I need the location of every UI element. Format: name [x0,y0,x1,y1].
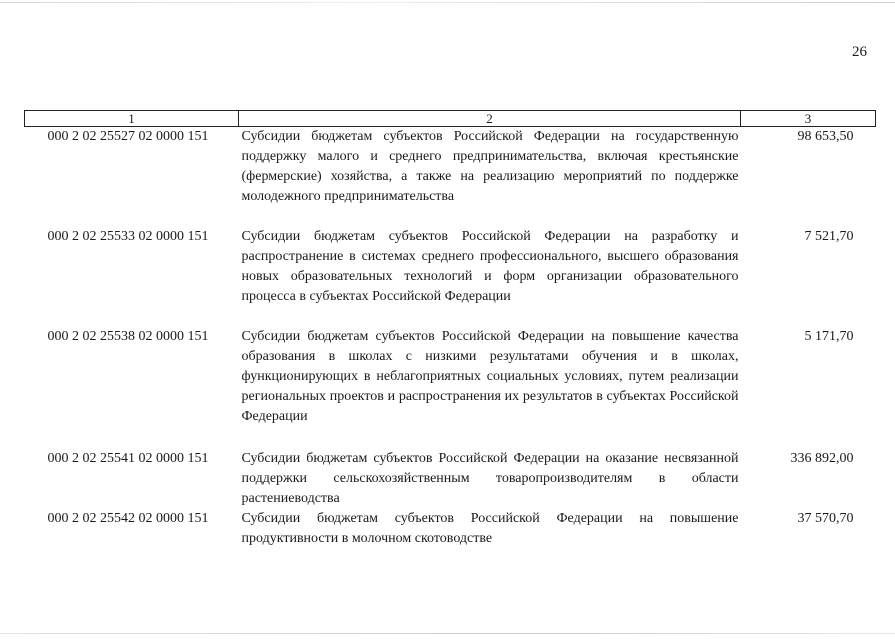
budget-description: Субсидии бюджетам субъектов Российской Федерации на государственную поддержку малого и среднего предпринимательства, включая крестьянские (фермерские) хозяйства, а также на реализацию мероприятий по поддержке молодежного предпринимательства [241,129,739,204]
budget-description: Субсидии бюджетам субъектов Российской Федерации на оказание несвязанной поддержки сельскохозяйственным товаропроизводителям в области растениеводства [241,451,739,506]
budget-amount: 5 171,70 [804,329,854,344]
budget-amount: 98 653,50 [797,129,854,144]
budget-amount: 336 892,00 [790,451,854,466]
table-row [25,227,876,327]
scan-edge-top [0,2,895,3]
table-row [25,127,876,228]
budget-code: 000 2 02 25538 02 0000 151 [47,329,209,344]
column-header-2: 2 [239,111,741,127]
budget-code: 000 2 02 25533 02 0000 151 [47,229,209,244]
budget-description: Субсидии бюджетам субъектов Российской Федерации на повышение качества образования в школах с низкими результатами обучения и в школах, функционирующих в неблагоприятных социальных условиях, путем реализации региональных проектов и распространения их результатов в субъектах Российской Федерации [241,329,739,424]
column-header-1: 1 [25,111,239,127]
table-row [25,509,876,549]
budget-description: Субсидии бюджетам субъектов Российской Федерации на повышение продуктивности в молочном скотоводстве [241,511,739,546]
budget-table [24,110,876,549]
page-number: 26 [852,44,867,60]
table-row [25,449,876,509]
budget-code: 000 2 02 25527 02 0000 151 [47,129,209,144]
table-header [25,111,876,127]
header-row [25,111,876,127]
table-body [25,127,876,550]
budget-description: Субсидии бюджетам субъектов Российской Федерации на разработку и распространение в системах среднего профессионального, высшего образования новых образовательных технологий и форм организации образовательного процесса в субъектах Российской Федерации [241,229,739,304]
scan-edge-bottom [0,633,895,634]
budget-amount: 37 570,70 [797,511,854,526]
budget-amount: 7 521,70 [804,229,854,244]
column-header-3: 3 [741,111,876,127]
budget-code: 000 2 02 25541 02 0000 151 [47,451,209,466]
budget-code: 000 2 02 25542 02 0000 151 [47,511,209,526]
table-row [25,327,876,449]
